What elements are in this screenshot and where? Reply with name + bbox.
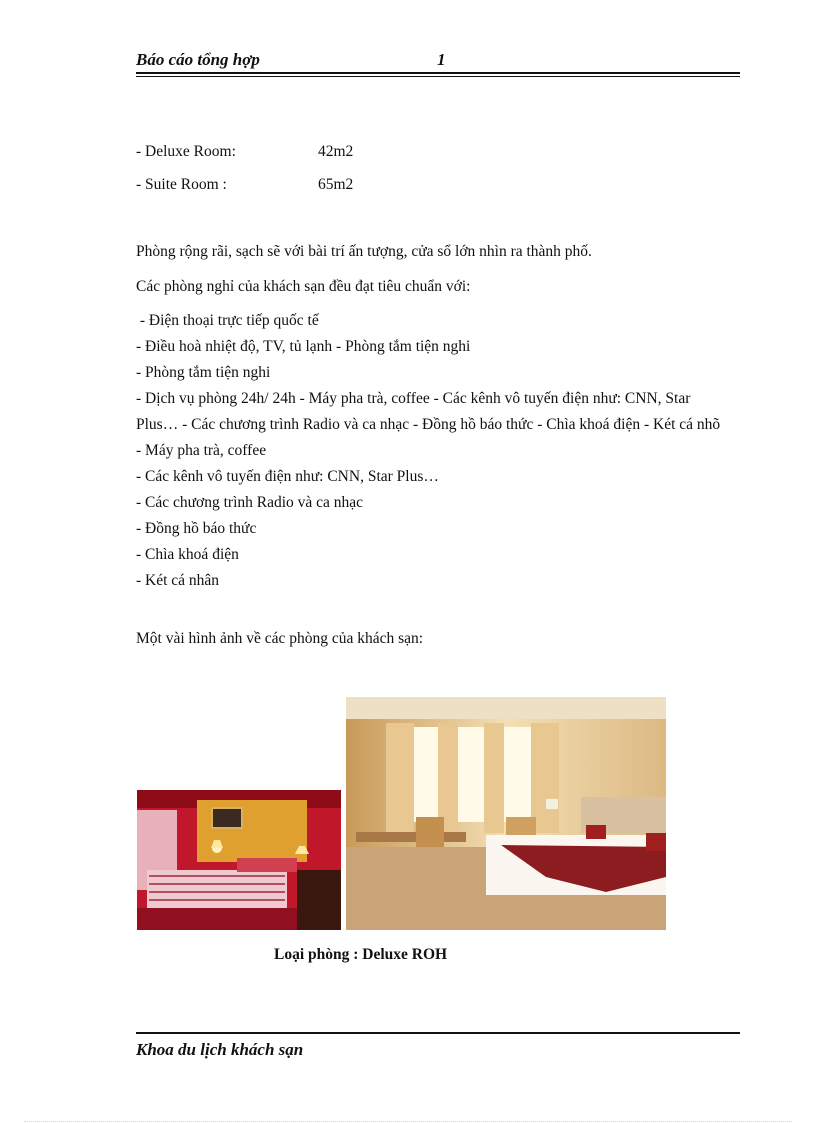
- intro-paragraph: Phòng rộng rãi, sạch sẽ với bài trí ấn tượng, cửa sổ lớn nhìn ra thành phố.: [136, 243, 592, 260]
- image-caption: Loại phòng : Deluxe ROH: [274, 946, 448, 963]
- list-item: - Các kênh vô tuyến điện như: CNN, Star Plus…: [136, 468, 439, 485]
- list-item: - Điều hoà nhiệt độ, TV, tủ lạnh - Phòng tắm tiện nghi: [136, 338, 471, 355]
- amenities-list: [136, 308, 736, 594]
- page-edge-divider: [24, 1121, 792, 1122]
- footer-title: Khoa du lịch khách sạn: [136, 1040, 304, 1059]
- images-intro: Một vài hình ảnh về các phòng của khách sạn:: [136, 630, 424, 647]
- header-title: Báo cáo tổng hợp: [136, 50, 260, 69]
- list-item: - Dịch vụ phòng 24h/ 24h - Máy pha trà, coffee - Các kênh vô tuyến điện như: CNN, Star Plus… - Các chương trình Radio và ca nhạc - Đồng hồ báo thức - Chìa khoá điện - Két cá nhõ: [136, 390, 721, 433]
- deluxe-room-photo: [346, 697, 666, 930]
- room-suite-size: 65m2: [318, 176, 354, 193]
- list-item: - Các chương trình Radio và ca nhạc: [136, 494, 364, 511]
- page-number: 1: [437, 50, 446, 69]
- list-item: - Phòng tắm tiện nghi: [136, 364, 271, 381]
- footer-rule: [136, 1032, 740, 1034]
- red-room-photo: [137, 790, 341, 930]
- list-item: - Điện thoại trực tiếp quốc tế: [136, 312, 319, 329]
- header-rule: [136, 72, 740, 74]
- list-item: - Két cá nhân: [136, 572, 220, 589]
- header-rule-thin: [136, 76, 740, 77]
- room-deluxe-label: - Deluxe Room:: [136, 143, 236, 160]
- room-deluxe-size: 42m2: [318, 143, 354, 160]
- standard-paragraph: Các phòng nghỉ của khách sạn đều đạt tiêu chuẩn với:: [136, 278, 471, 295]
- list-item: - Đồng hồ báo thức: [136, 520, 257, 537]
- room-suite-label: - Suite Room :: [136, 176, 227, 193]
- list-item: - Máy pha trà, coffee: [136, 442, 267, 459]
- list-item: - Chìa khoá điện: [136, 546, 239, 563]
